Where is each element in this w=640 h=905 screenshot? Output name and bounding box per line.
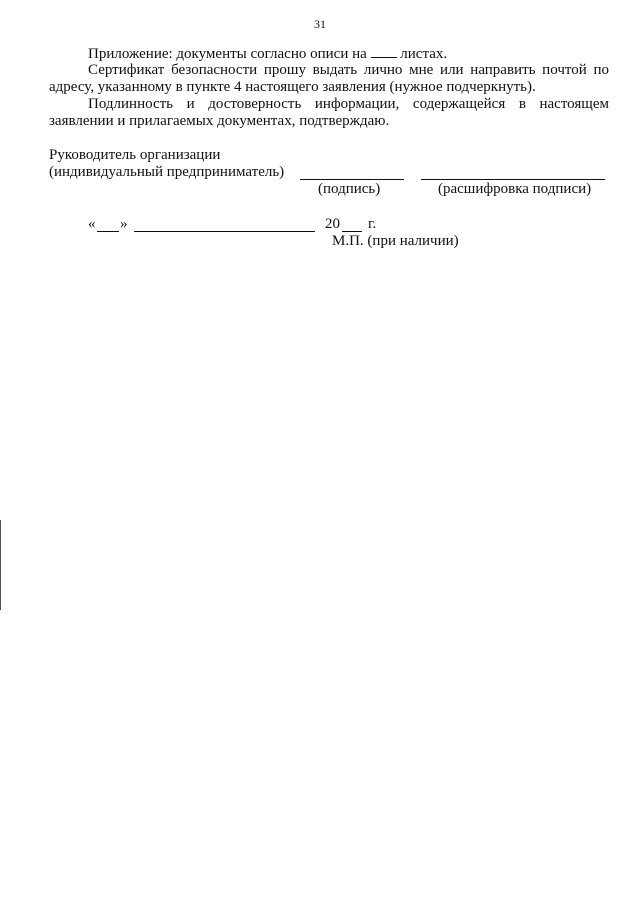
authenticity-paragraph: Подлинность и достоверность информации, содержащейся в настоящем заявлении и прилагаемых документах, подтверждаю. bbox=[49, 96, 609, 129]
year-suffix: г. bbox=[368, 216, 377, 232]
year-prefix: 20 bbox=[325, 216, 340, 232]
date-close-quote: » bbox=[120, 216, 128, 232]
signatory-title: Руководитель организации bbox=[49, 147, 221, 163]
attachment-text-end: листах. bbox=[400, 46, 448, 62]
signatory-subtitle: (индивидуальный предприниматель) bbox=[49, 164, 285, 180]
sheet-count-blank bbox=[371, 44, 397, 58]
stamp-note: М.П. (при наличии) bbox=[332, 233, 459, 249]
decoding-line bbox=[421, 179, 605, 180]
month-blank bbox=[134, 231, 315, 232]
signature-line bbox=[300, 179, 404, 180]
attachment-line bbox=[88, 44, 447, 63]
page-number: 31 bbox=[314, 17, 326, 31]
date-open-quote: « bbox=[88, 216, 96, 232]
year-blank bbox=[342, 231, 362, 232]
attachment-text: Приложение: документы согласно описи на bbox=[88, 46, 367, 62]
decoding-caption: (расшифровка подписи) bbox=[438, 181, 592, 197]
scan-edge-mark bbox=[0, 520, 1, 610]
certificate-paragraph: Сертификат безопасности прошу выдать лично мне или направить почтой по адресу, указанному в пункте 4 настоящего заявления (нужное подчеркнуть). bbox=[49, 62, 609, 95]
day-blank bbox=[97, 231, 119, 232]
signature-caption: (подпись) bbox=[318, 181, 381, 197]
